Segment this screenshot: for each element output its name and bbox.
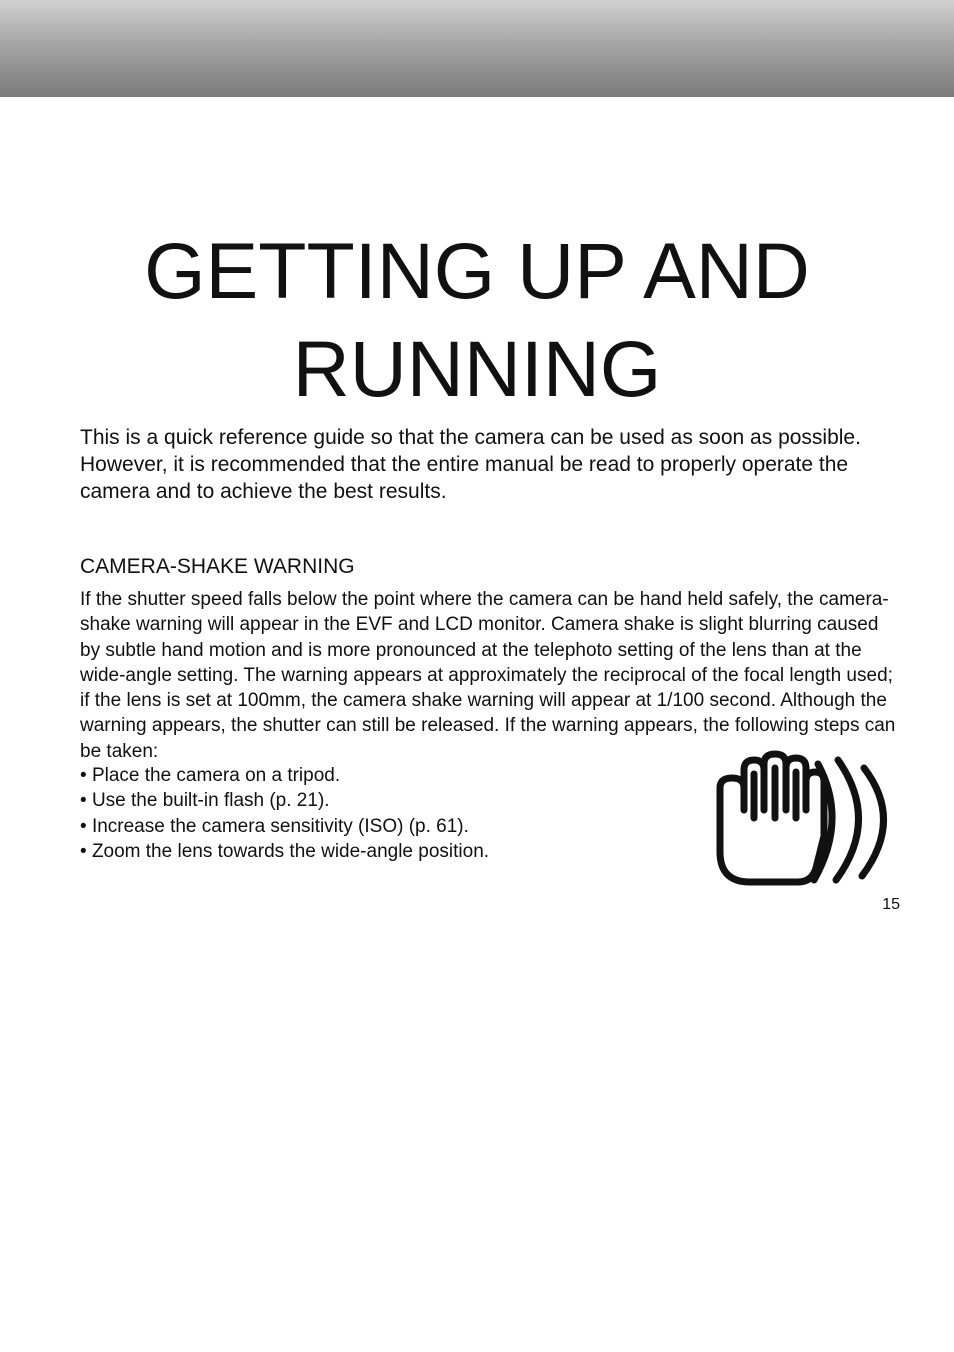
camera-shake-warning-icon bbox=[708, 750, 902, 890]
page-number: 15 bbox=[882, 896, 900, 913]
section-heading: CAMERA-SHAKE WARNING bbox=[80, 555, 355, 578]
intro-paragraph: This is a quick reference guide so that the camera can be used as soon as possible. However, it is recommended that the entire manual be read to properly operate the camera and to achieve the best results. bbox=[80, 426, 861, 503]
header-band bbox=[0, 0, 954, 97]
list-item: • Use the built-in flash (p. 21). bbox=[80, 788, 489, 813]
motion-arc-2 bbox=[836, 760, 859, 880]
motion-arc-3 bbox=[862, 768, 884, 876]
list-item: • Place the camera on a tripod. bbox=[80, 763, 489, 788]
page-title: GETTING UP AND RUNNING bbox=[144, 226, 810, 413]
steps-list bbox=[80, 763, 489, 864]
section-body: If the shutter speed falls below the point where the camera can be hand held safely, the camera-shake warning will appear in the EVF and LCD monitor. Camera shake is slight blurring caused by subtle hand motion and is more pronounced at the telephoto setting of the lens than at the wide-angle setting. The warning appears at approximately the reciprocal of the focal length used; if the lens is set at 100mm, the camera shake warning will appear at 1/100 second. Although the warning appears, the shutter can still be released. If the warning appears, the following steps can be taken: bbox=[80, 589, 896, 762]
list-item: • Increase the camera sensitivity (ISO) (p. 61). bbox=[80, 814, 489, 839]
list-item: • Zoom the lens towards the wide-angle position. bbox=[80, 839, 489, 864]
